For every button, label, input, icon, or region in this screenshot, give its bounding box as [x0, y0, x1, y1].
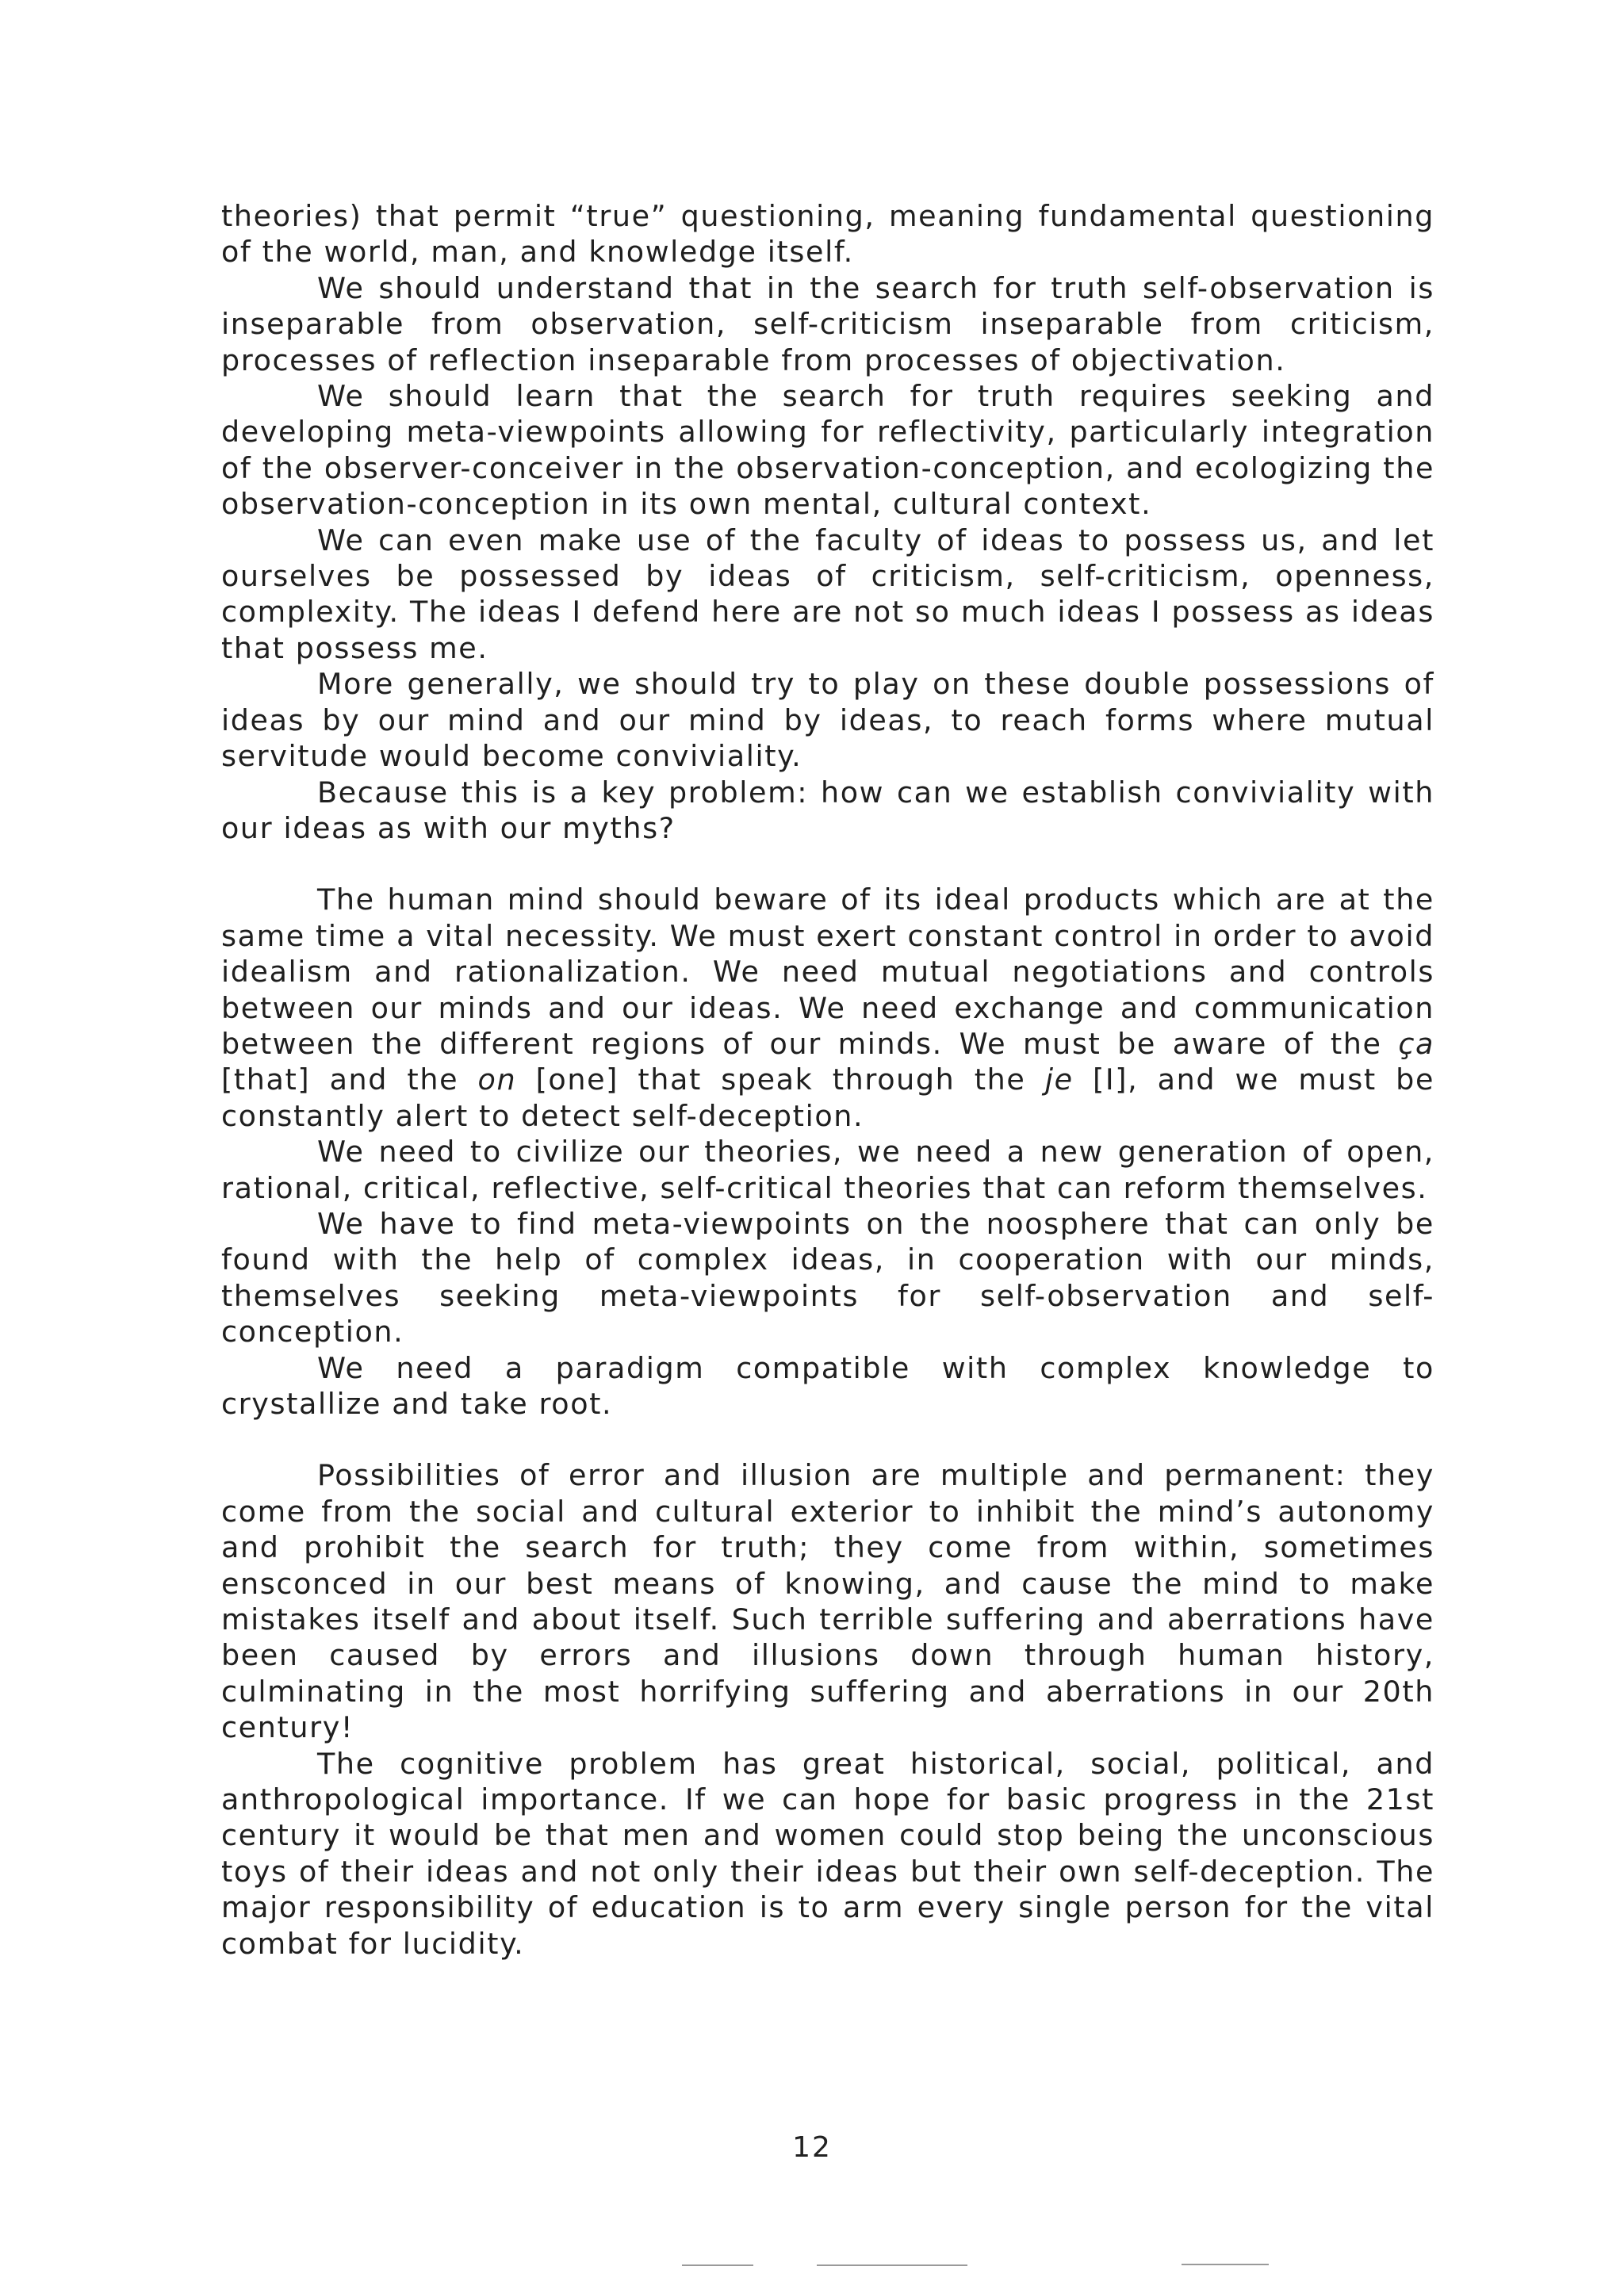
- paragraph: More generally, we should try to play on these double possessions of ideas by our mind and our mind by ideas, to reach forms where mutual servitude would become conviviality.: [221, 667, 1434, 774]
- paragraph: We have to find meta-viewpoints on the noosphere that can only be found with the help of complex ideas, in cooperation with our minds, themselves seeking meta-viewpoints for self-observation and self-conception.: [221, 1206, 1434, 1349]
- paragraph: The cognitive problem has great historical, social, political, and anthropological importance. If we can hope for basic progress in the 21st century it would be that men and women could stop being the unconscious toys of their ideas and not only their ideas but their own self-deception. The major responsibility of education is to arm every single person for the vital combat for lucidity.: [221, 1746, 1434, 1961]
- paragraph: We can even make use of the faculty of ideas to possess us, and let ourselves be possessed by ideas of criticism, self-criticism, openness, complexity. The ideas I defend here are not so much ideas I possess as ideas that possess me.: [221, 523, 1434, 665]
- body-text: [221, 198, 1434, 1962]
- scan-artifact: [1182, 2264, 1269, 2265]
- paragraph-continuation: theories) that permit “true” questioning, meaning fundamental questioning of the world, man, and knowledge itself.: [221, 199, 1434, 270]
- paragraph: Possibilities of error and illusion are multiple and permanent: they come from the social and cultural exterior to inhibit the mind’s autonomy and prohibit the search for truth; they come from within, sometimes ensconced in our best means of knowing, and cause the mind to make mistakes itself and about itself. Such terrible suffering and aberrations have been caused by errors and illusions down through human history, culminating in the most horrifying suffering and aberrations in our 20th century!: [221, 1458, 1434, 1745]
- paragraph: We should learn that the search for truth requires seeking and developing meta-viewpoints allowing for reflectivity, particularly integration of the observer-conceiver in the observation-conception, and ecologizing the observation-conception in its own mental, cultural context.: [221, 379, 1434, 522]
- paragraph: Because this is a key problem: how can we establish conviviality with our ideas as with our myths?: [221, 775, 1434, 845]
- page-number: 12: [792, 2131, 832, 2164]
- paragraph-italic-terms: [221, 882, 1434, 1134]
- paragraph: We should understand that in the search for truth self-observation is inseparable from observation, self-criticism inseparable from criticism, processes of reflection inseparable from processes of objectivation.: [221, 270, 1434, 377]
- scan-artifact: [682, 2264, 753, 2266]
- paragraph: We need a paradigm compatible with complex knowledge to crystallize and take root.: [221, 1350, 1434, 1421]
- paragraph-text: The human mind should beware of its ideal products which are at the same time a vital necessity. We must exert constant control in order to avoid idealism and rationalization. We need mutual negotiations and controls between our minds and our ideas. We need exchange and communication between the different regions of our minds. We must be aware of the ça [that] and the on [one] that speak through the je [I], and we must be constantly alert to detect self-deception.: [221, 882, 1435, 1133]
- paragraph: We need to civilize our theories, we need a new generation of open, rational, critical, reflective, self-critical theories that can reform themselves.: [221, 1135, 1434, 1205]
- scan-artifact: [817, 2264, 967, 2266]
